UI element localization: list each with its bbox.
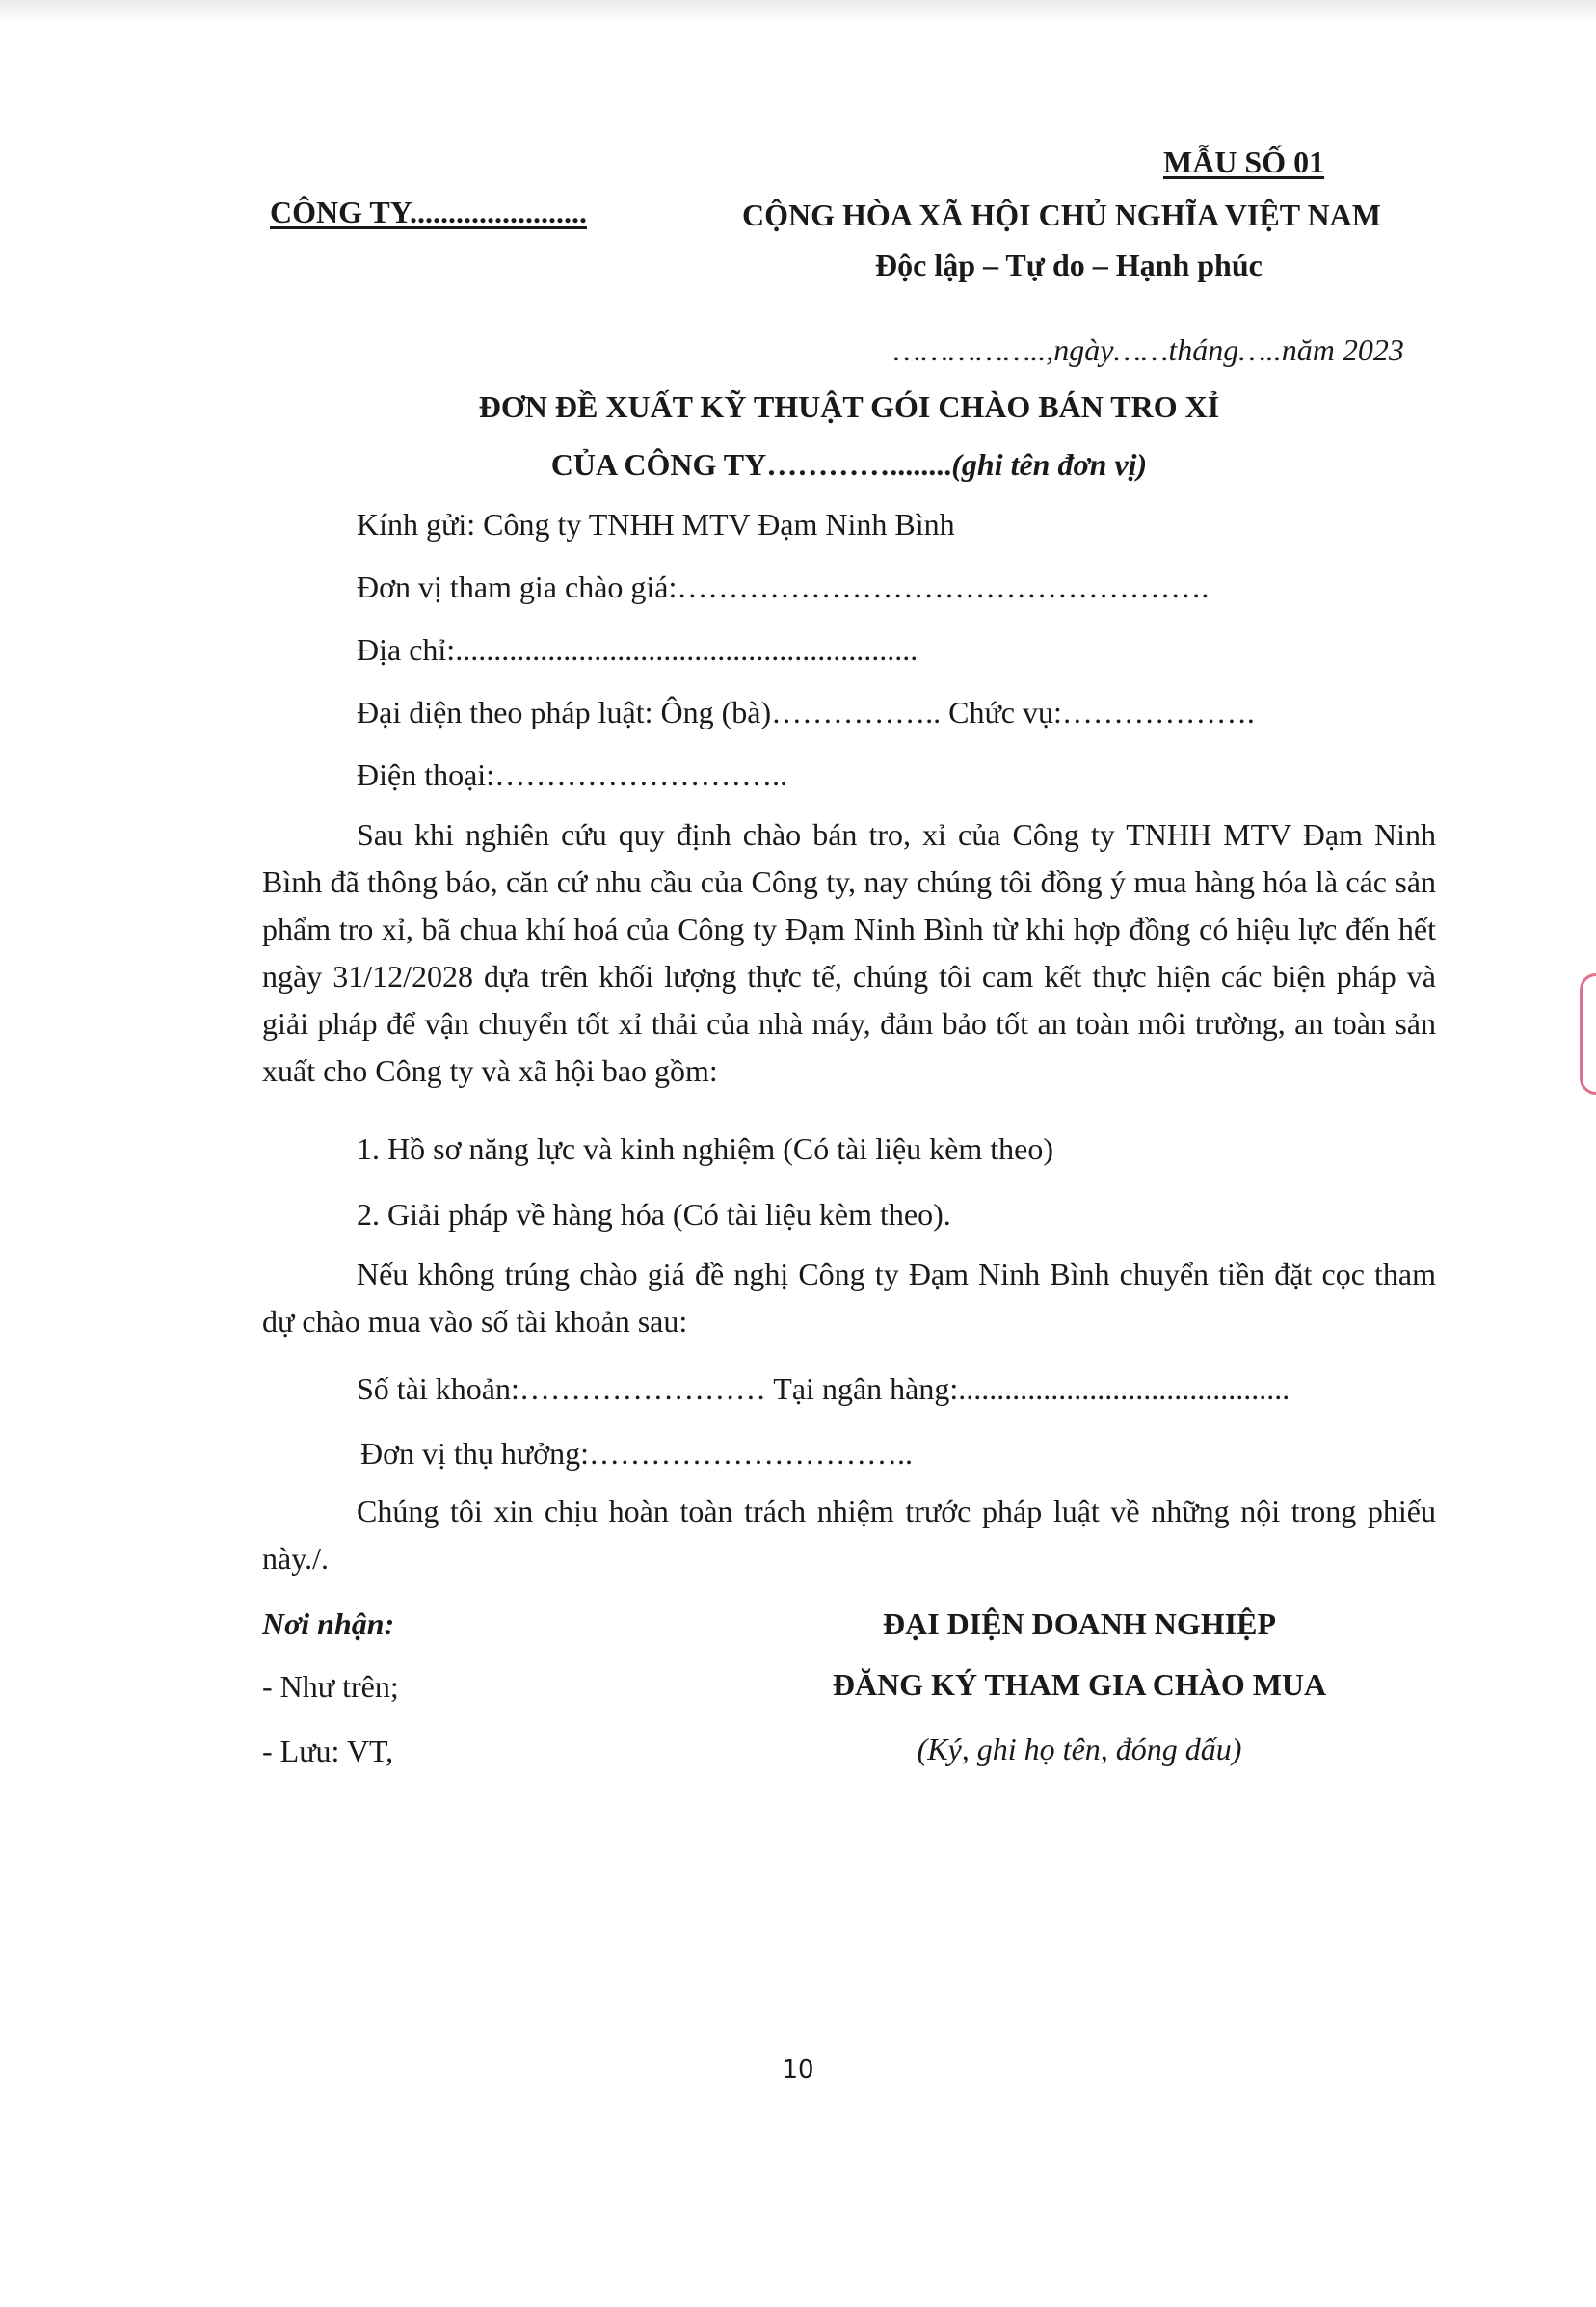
subtitle-note: (ghi tên đơn vị) [951, 447, 1148, 482]
commitment-paragraph: Sau khi nghiên cứu quy định chào bán tro, xỉ của Công ty TNHH MTV Đạm Ninh Bình đã thông báo, căn cứ nhu cầu của Công ty, nay chúng tôi đồng ý mua hàng hóa là các sản phẩm tro xỉ, bã chua khí hoá của Công ty Đạm Ninh Bình từ khi hợp đồng có hiệu lực đến hết ngày 31/12/2028 dựa trên khối lượng thực tế, chúng tôi cam kết thực hiện các biện pháp và giải pháp để vận chuyển tốt xỉ thải của nhà máy, đảm bảo tốt an toàn môi trường, an toàn sản xuất cho Công ty và xã hội bao gồm: [262, 817, 1436, 1088]
signature-note: (Ký, ghi họ tên, đóng dấu) [917, 1732, 1242, 1766]
stamp-mark-edge [1580, 973, 1596, 1095]
form-number: MẪU SỐ 01 [1163, 145, 1325, 179]
address-field: Địa chỉ:............................................................ [357, 632, 918, 667]
recipient-item-2: - Lưu: VT, [262, 1734, 394, 1768]
list-item-1: 1. Hồ sơ năng lực và kinh nghiệm (Có tài liệu kèm theo) [357, 1131, 1054, 1166]
beneficiary-field: Đơn vị thụ hưởng:………………………….. [360, 1436, 913, 1471]
deposit-paragraph: Nếu không trúng chào giá đề nghị Công ty Đạm Ninh Bình chuyển tiền đặt cọc tham dự chào mua vào số tài khoản sau: [262, 1257, 1436, 1339]
page-number: 10 [782, 2055, 814, 2084]
unit-field: Đơn vị tham gia chào giá:……………………………………………. [357, 570, 1210, 604]
company-name: CÔNG TY....................... [270, 195, 587, 229]
recipients-title: Nơi nhận: [262, 1606, 395, 1641]
list-item-2: 2. Giải pháp về hàng hóa (Có tài liệu kèm theo). [357, 1197, 951, 1232]
national-motto: Độc lập – Tự do – Hạnh phúc [875, 248, 1263, 282]
representative-field: Đại diện theo pháp luật: Ông (bà)…………….. Chức vụ:………………. [357, 695, 1255, 729]
signature-title-2: ĐĂNG KÝ THAM GIA CHÀO MUA [832, 1667, 1327, 1702]
recipient-item-1: - Như trên; [262, 1669, 399, 1704]
subtitle-company: CỦA CÔNG TY…………........ [550, 447, 952, 482]
country-name: CỘNG HÒA XÃ HỘI CHỦ NGHĨA VIỆT NAM [742, 198, 1381, 232]
recipient-line: Kính gửi: Công ty TNHH MTV Đạm Ninh Bình [357, 507, 955, 542]
date-line: ……………..,ngày……tháng…..năm 2023 [893, 332, 1404, 367]
signature-title-1: ĐẠI DIỆN DOANH NGHIỆP [882, 1606, 1277, 1641]
responsibility-paragraph: Chúng tôi xin chịu hoàn toàn trách nhiệm trước pháp luật về những nội trong phiếu này./. [262, 1494, 1436, 1576]
document-title: ĐƠN ĐỀ XUẤT KỸ THUẬT GÓI CHÀO BÁN TRO XỈ [478, 389, 1220, 424]
account-field: Số tài khoản:…………………… Tại ngân hàng:........................................... [357, 1371, 1290, 1406]
phone-field: Điện thoại:……………………….. [357, 757, 788, 792]
scan-top-edge [0, 0, 1596, 21]
document-subtitle [262, 445, 1436, 484]
